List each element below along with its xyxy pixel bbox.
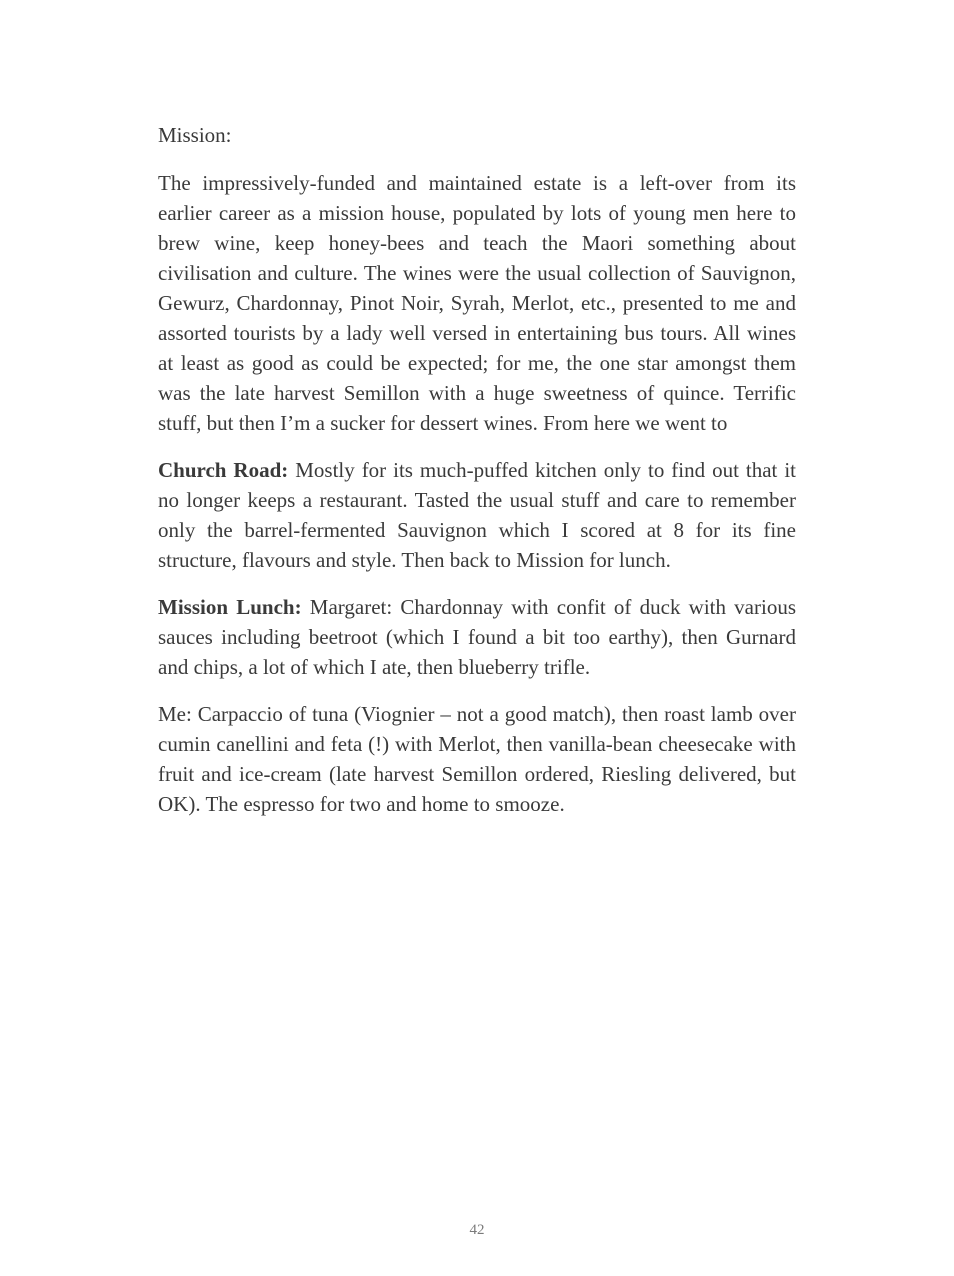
- paragraph-mission: [158, 168, 796, 438]
- paragraph-text: Margaret: Chardonnay with confit of duck with various sauces including beetroot (which I found a bit too earthy), then Gurnard and chips, a lot of which I ate, then blueberry trifle.: [158, 595, 797, 679]
- paragraph-text: Me: Carpaccio of tuna (Viognier – not a good match), then roast lamb over cumin canellini and feta (!) with Merlot, then vanilla-bean cheesecake with fruit and ice-cream (late harvest Semillon ordered, Riesling delivered, but OK). The espresso for two and home to smooze.: [158, 702, 796, 816]
- paragraph-lead-church-road: Church Road:: [158, 458, 289, 482]
- section-heading: Mission:: [158, 123, 232, 147]
- paragraph-me: [158, 699, 796, 819]
- paragraph-lead-mission-lunch: Mission Lunch:: [158, 595, 302, 619]
- page-number: 42: [469, 1222, 485, 1238]
- page-body: [158, 120, 796, 836]
- paragraph-church-road: [158, 455, 796, 575]
- paragraph-text: The impressively-funded and maintained estate is a left-over from its earlier career as a mission house, populated by lots of young men here to brew wine, keep honey-bees and teach the Maori something about civilisation and culture. The wines were the usual collection of Sauvignon, Gewurz, Chardonnay, Pinot Noir, Syrah, Merlot, etc., presented to me and assorted tourists by a lady well versed in entertaining bus tours. All wines at least as good as could be expected; for me, the one star amongst them was the late harvest Semillon with a huge sweetness of quince. Terrific stuff, but then I’m a sucker for dessert wines. From here we went to: [158, 171, 796, 435]
- paragraph-text: Mostly for its much-puffed kitchen only to find out that it no longer keeps a restaurant. Tasted the usual stuff and care to remember only the barrel-fermented Sauvignon which I scored at 8 for its fine structure, flavours and style. Then back to Mission for lunch.: [158, 458, 796, 572]
- paragraph-mission-lunch: [158, 592, 796, 682]
